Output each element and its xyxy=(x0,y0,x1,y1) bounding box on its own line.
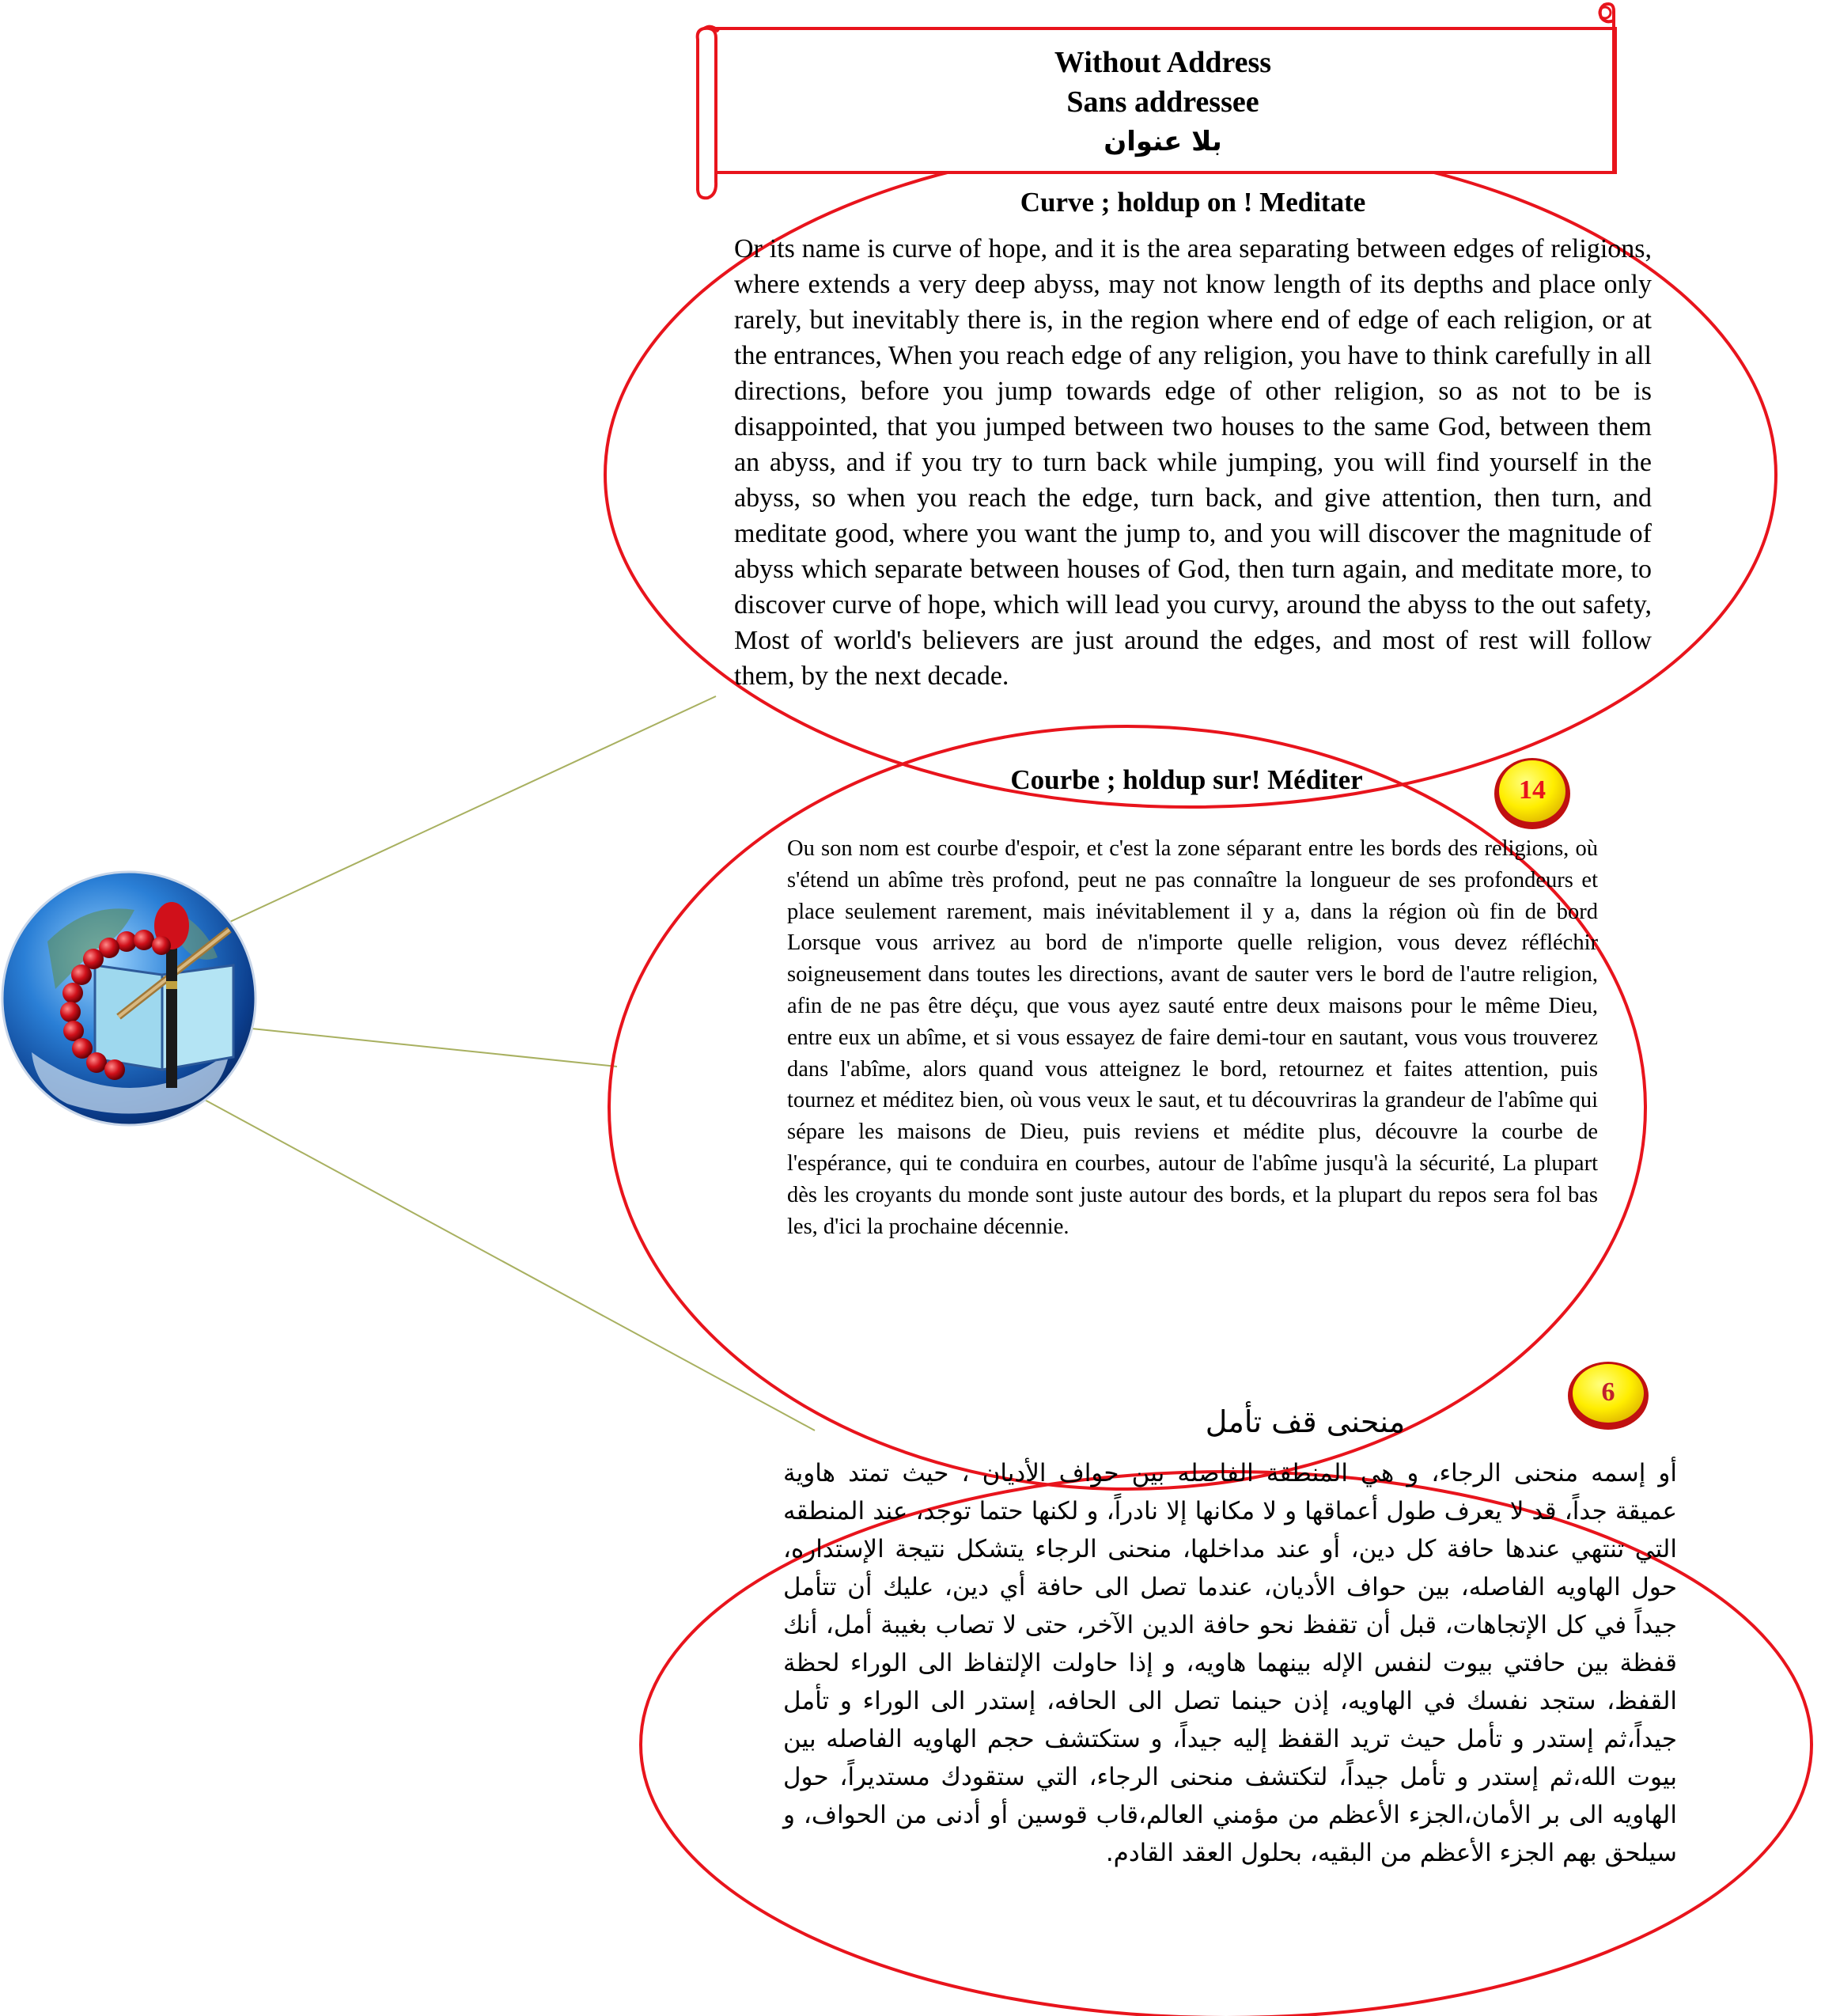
connector-line-english xyxy=(221,696,716,926)
connector-line-arabic xyxy=(202,1098,815,1431)
arabic-body: أو إسمه منحنى الرجاء، و هي المنطقة الفاصله بين حواف الأديان ، حيث تمتد هاوية عميقة جداً، قد لا يعرف طول أعماقها و لا مكانها إلا نادراً، و لكنها حتما توجد، عند المنطقه التي تنتهي عندها حافة كل دين، أو عند مداخلها، منحنى الرجاء يتشكل نتيجة الإستداره، حول الهاويه الفاصله، بين حواف الأديان، عندما تصل الى حافة أي دين، عليك أن تتأمل جيداً في كل الإتجاهات، قبل أن تقفظ نحو حافة الدين الآخر، حتى لا تصاب بغيبة أمل، أنك قفظة بين حافتي بيوت لنفس الإله بينهما هاويه، و إذا حاولت الإلتفاظ الى الوراء لحظة القفظ، ستجد نفسك في الهاويه، إذن حينما تصل الى الحافه، إستدر الى الوراء و تأمل جيداً،ثم إستدر و تأمل حيث تريد القفظ إليه جيداً، و ستكتشف حجم الهاويه الفاصله بين بيوت الله،ثم إستدر و تأمل جيداً، لتكتشف منحنى الرجاء، التي ستقودك مستديراً، حول الهاويه الى بر الأمان،الجزء الأعظم من مؤمني العالم،قاب قوسين أو أدنى من الحواف، و سيلحق بهم الجزء الأعظم من البقيه، بحلول العقد القادم. xyxy=(783,1459,1677,1867)
arabic-title: منحنى قف تأمل xyxy=(1205,1404,1406,1439)
english-title: Curve ; holdup on ! Meditate xyxy=(1020,187,1366,218)
french-body: Ou son nom est courbe d'espoir, et c'est la zone séparant entre les bords des religions, où s'étend un abîme très profond, peut ne pas connaître la longueur de ses profondeurs et place seulement rarement, mais inévitablement il y a, dans la région où fin de bord Lorsque vous arrivez au bord de n'importe quelle religion, vous devez réfléchir soigneusement dans toutes les directions, avant de sauter vers le bord de l'autre religion, afin de ne pas être déçu, que vous ayez sauté entre deux maisons pour le même Dieu, entre eux un abîme, et si vous essayez de faire demi-tour en sautant, vous vous trouverez dans l'abîme, alors quand vous atteignez le bord, retournez et faites attention, puis tournez et méditez bien, où vous veux le saut, et tu découvriras la grandeur de l'abîme qui sépare les maisons de Dieu, puis reviens et médite plus, découvre la courbe de l'espérance, qui te conduira en courbes, autour de l'abîme jusqu'à la sécurité, La plupart dès les croyants du monde sont juste autour des bords, et la plupart du repos sera fol bas les, d'ici la prochaine décennie. xyxy=(787,836,1598,1239)
globe-book-pen-rosary-logo xyxy=(2,872,256,1125)
connector-line-french xyxy=(252,1029,617,1067)
banner-line-english: Without Address xyxy=(1054,46,1272,79)
badge-14-label: 14 xyxy=(1519,775,1546,805)
badge-6-label: 6 xyxy=(1601,1377,1615,1407)
banner-line-french: Sans addressee xyxy=(1066,85,1259,119)
french-title: Courbe ; holdup sur! Méditer xyxy=(1010,764,1363,795)
banner-line-arabic: بلا عنوان xyxy=(1104,126,1222,157)
english-body: Or its name is curve of hope, and it is the area separating between edges of religions, where extends a very deep abyss, may not know length of its depths and place only rarely, but inevitably there is, in the region where end of edge of each religion, or at the entrances, When you reach edge of any religion, you have to think carefully in all directions, before you jump towards edge of other religion, so as not to be is disappointed, that you jumped between two houses to the same God, between them an abyss, and if you try to turn back while jumping, you will find yourself in the abyss, so when you reach the edge, turn back, and give attention, then turn, and meditate good, where you want the jump to, and you will discover the magnitude of abyss which separate between houses of God, then turn again, and meditate more, to discover curve of hope, which will lead you curvy, around the abyss to the out safety, Most of world's believers are just around the edges, and most of rest will follow them, by the next decade. xyxy=(734,234,1652,691)
banner-title xyxy=(716,43,1610,161)
